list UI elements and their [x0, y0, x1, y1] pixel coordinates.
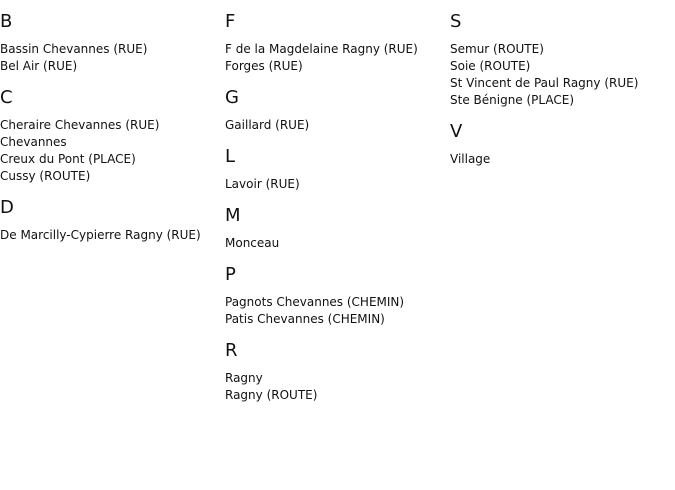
street-item[interactable]: Semur (ROUTE) — [450, 42, 544, 56]
street-item[interactable]: Gaillard (RUE) — [225, 118, 310, 132]
letter-group-f — [225, 11, 450, 75]
street-item[interactable]: Village — [450, 152, 491, 166]
street-item[interactable]: Bassin Chevannes (RUE) — [0, 42, 148, 56]
letter-heading: F — [225, 11, 236, 32]
letter-heading: B — [0, 11, 13, 32]
street-list — [225, 235, 450, 252]
letter-group-l — [225, 146, 450, 193]
street-list — [225, 294, 450, 328]
street-item[interactable]: Chevannes — [0, 135, 67, 149]
street-list — [450, 151, 675, 168]
street-list — [225, 117, 450, 134]
street-item[interactable]: Ragny — [225, 371, 263, 385]
street-list — [225, 370, 450, 404]
street-item[interactable]: Patis Chevannes (CHEMIN) — [225, 312, 385, 326]
letter-heading: P — [225, 264, 236, 285]
letter-heading: R — [225, 340, 238, 361]
street-item[interactable]: Ragny (ROUTE) — [225, 388, 318, 402]
letter-group-c — [0, 87, 225, 185]
street-index-column-1 — [0, 0, 225, 244]
street-list — [225, 41, 450, 75]
street-item[interactable]: Ste Bénigne (PLACE) — [450, 93, 575, 107]
letter-heading: M — [225, 205, 241, 226]
letter-heading: S — [450, 11, 462, 32]
letter-group-m — [225, 205, 450, 252]
street-list — [0, 41, 225, 75]
street-index-column-2 — [225, 0, 450, 404]
letter-group-d — [0, 197, 225, 244]
street-item[interactable]: Creux du Pont (PLACE) — [0, 152, 136, 166]
letter-group-b — [0, 11, 225, 75]
letter-group-s — [450, 11, 675, 109]
street-list — [450, 41, 675, 109]
letter-group-p — [225, 264, 450, 328]
letter-heading: D — [0, 197, 14, 218]
street-list — [0, 117, 225, 185]
street-item[interactable]: Monceau — [225, 236, 280, 250]
street-list — [0, 227, 225, 244]
street-item[interactable]: Cussy (ROUTE) — [0, 169, 91, 183]
letter-group-r — [225, 340, 450, 404]
street-item[interactable]: Bel Air (RUE) — [0, 59, 78, 73]
street-item[interactable]: Cheraire Chevannes (RUE) — [0, 118, 160, 132]
street-index-column-3 — [450, 0, 675, 168]
letter-group-g — [225, 87, 450, 134]
street-item[interactable]: De Marcilly-Cypierre Ragny (RUE) — [0, 228, 201, 242]
letter-heading: L — [225, 146, 236, 167]
letter-heading: G — [225, 87, 239, 108]
letter-heading: C — [0, 87, 13, 108]
street-item[interactable]: F de la Magdelaine Ragny (RUE) — [225, 42, 418, 56]
street-list — [225, 176, 450, 193]
street-item[interactable]: St Vincent de Paul Ragny (RUE) — [450, 76, 639, 90]
street-item[interactable]: Pagnots Chevannes (CHEMIN) — [225, 295, 405, 309]
letter-heading: V — [450, 121, 463, 142]
street-item[interactable]: Soie (ROUTE) — [450, 59, 531, 73]
letter-group-v — [450, 121, 675, 168]
street-item[interactable]: Lavoir (RUE) — [225, 177, 300, 191]
street-item[interactable]: Forges (RUE) — [225, 59, 303, 73]
